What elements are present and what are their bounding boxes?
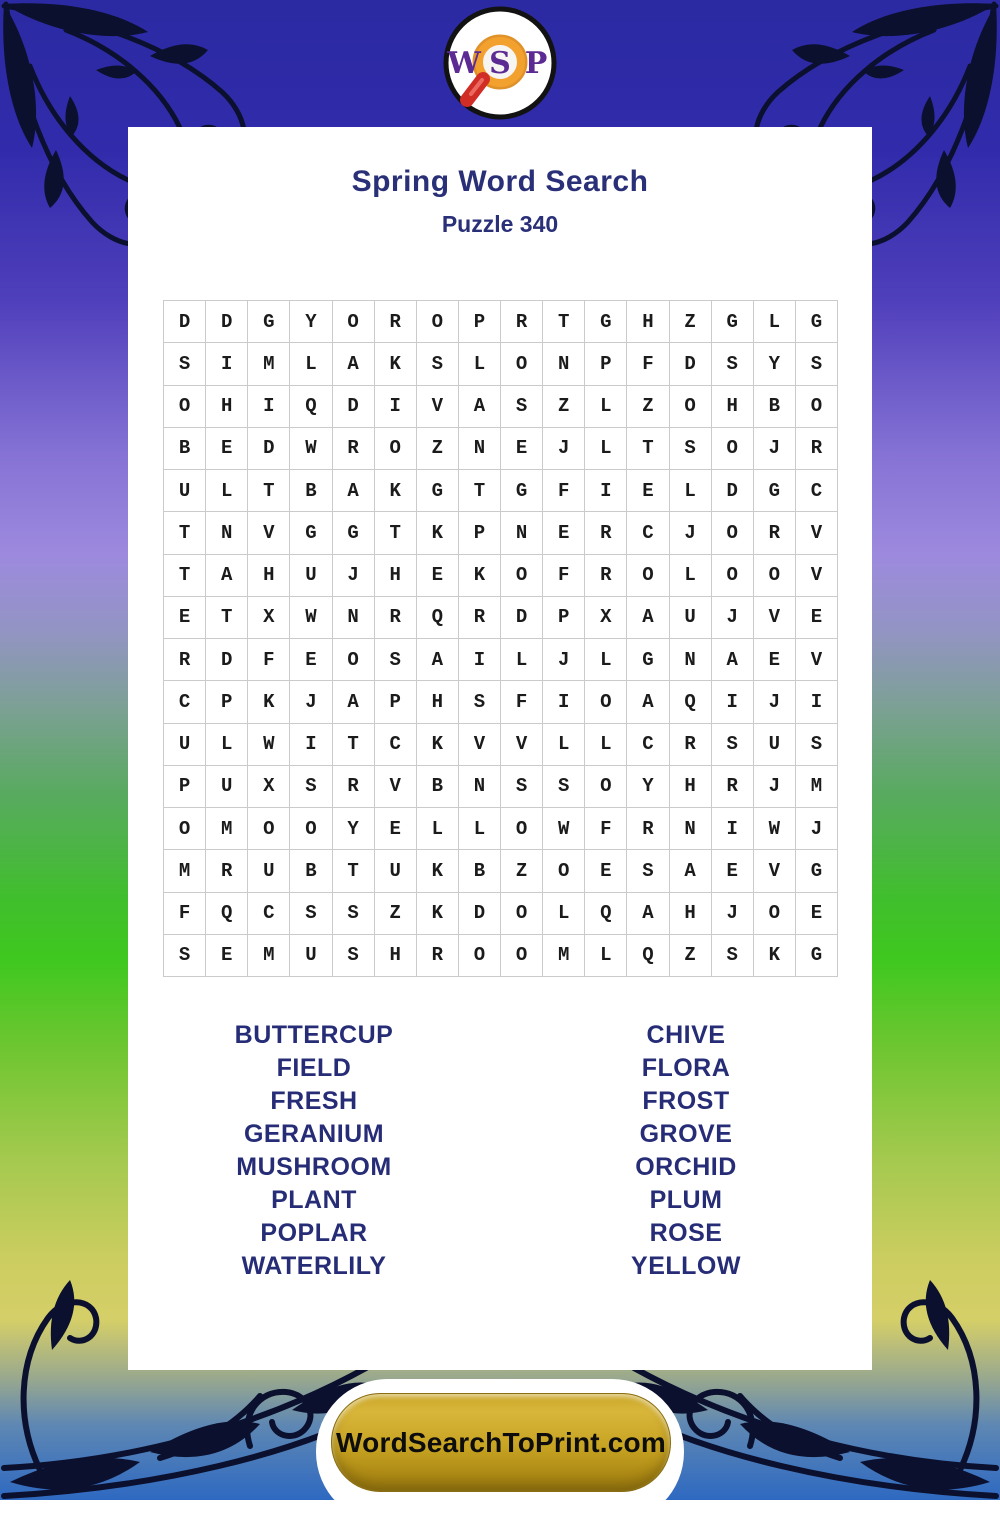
grid-cell: H (670, 893, 712, 935)
grid-cell: C (375, 724, 417, 766)
grid-cell: S (712, 343, 754, 385)
grid-cell: R (375, 301, 417, 343)
grid-cell: J (333, 555, 375, 597)
grid-cell: A (206, 555, 248, 597)
grid-cell: S (712, 935, 754, 977)
grid-cell: E (796, 893, 838, 935)
grid-cell: O (754, 893, 796, 935)
grid-cell: F (627, 343, 669, 385)
grid-cell: L (585, 724, 627, 766)
grid-cell: Z (627, 386, 669, 428)
grid-cell: H (375, 935, 417, 977)
grid-cell: K (417, 724, 459, 766)
grid-cell: N (459, 428, 501, 470)
grid-cell: Z (670, 935, 712, 977)
grid-cell: Y (754, 343, 796, 385)
grid-cell: K (417, 893, 459, 935)
grid-cell: L (754, 301, 796, 343)
grid-cell: N (670, 639, 712, 681)
grid-cell: T (375, 512, 417, 554)
grid-cell: G (585, 301, 627, 343)
grid-cell: J (670, 512, 712, 554)
grid-cell: L (459, 343, 501, 385)
grid-cell: L (670, 555, 712, 597)
grid-cell: B (290, 470, 332, 512)
grid-cell: E (206, 935, 248, 977)
word-list-right (500, 1019, 872, 1283)
grid-cell: V (796, 555, 838, 597)
grid-cell: O (164, 386, 206, 428)
grid-cell: A (459, 386, 501, 428)
grid-cell: R (585, 512, 627, 554)
grid-cell: B (164, 428, 206, 470)
grid-cell: V (417, 386, 459, 428)
grid-cell: D (248, 428, 290, 470)
grid-cell: L (290, 343, 332, 385)
grid-cell: K (417, 512, 459, 554)
grid-cell: P (206, 681, 248, 723)
grid-cell: R (670, 724, 712, 766)
grid-cell: E (417, 555, 459, 597)
grid-cell: L (585, 428, 627, 470)
grid-cell: I (459, 639, 501, 681)
grid-cell: L (459, 808, 501, 850)
grid-cell: A (333, 470, 375, 512)
grid-cell: E (501, 428, 543, 470)
grid-cell: F (543, 470, 585, 512)
grid-cell: H (375, 555, 417, 597)
grid-cell: R (712, 766, 754, 808)
grid-cell: V (459, 724, 501, 766)
puzzle-card (128, 127, 872, 1370)
grid-cell: F (543, 555, 585, 597)
grid-cell: I (712, 681, 754, 723)
word-item: BUTTERCUP (234, 1021, 394, 1049)
grid-cell: H (712, 386, 754, 428)
grid-cell: F (164, 893, 206, 935)
grid-cell: R (375, 597, 417, 639)
grid-cell: O (585, 681, 627, 723)
grid-cell: Q (627, 935, 669, 977)
grid-cell: O (501, 343, 543, 385)
grid-cell: A (712, 639, 754, 681)
grid-cell: Y (333, 808, 375, 850)
grid-cell: L (670, 470, 712, 512)
word-item: CHIVE (646, 1021, 726, 1049)
grid-cell: O (501, 808, 543, 850)
grid-cell: G (248, 301, 290, 343)
grid-cell: B (459, 850, 501, 892)
grid-cell: E (375, 808, 417, 850)
grid-cell: J (796, 808, 838, 850)
grid-cell: G (290, 512, 332, 554)
grid-cell: E (164, 597, 206, 639)
grid-cell: W (290, 597, 332, 639)
grid-cell: R (206, 850, 248, 892)
grid-cell: K (375, 470, 417, 512)
grid-cell: S (670, 428, 712, 470)
grid-cell: O (796, 386, 838, 428)
grid-cell: X (248, 597, 290, 639)
grid-cell: S (501, 386, 543, 428)
word-item: MUSHROOM (236, 1153, 392, 1181)
grid-cell: V (754, 597, 796, 639)
grid-cell: N (543, 343, 585, 385)
grid-cell: E (543, 512, 585, 554)
site-link-button[interactable] (331, 1393, 671, 1492)
grid-cell: E (796, 597, 838, 639)
grid-cell: S (290, 893, 332, 935)
grid-cell: T (333, 850, 375, 892)
grid-cell: K (248, 681, 290, 723)
grid-cell: J (754, 766, 796, 808)
grid-cell: V (375, 766, 417, 808)
grid-cell: T (248, 470, 290, 512)
grid-cell: E (206, 428, 248, 470)
grid-cell: T (627, 428, 669, 470)
grid-cell: X (585, 597, 627, 639)
grid-cell: D (206, 639, 248, 681)
grid-cell: N (670, 808, 712, 850)
grid-cell: U (248, 850, 290, 892)
grid-cell: D (712, 470, 754, 512)
grid-cell: G (501, 470, 543, 512)
grid-cell: R (627, 808, 669, 850)
grid-cell: H (670, 766, 712, 808)
word-item: ORCHID (635, 1153, 737, 1181)
grid-cell: A (417, 639, 459, 681)
grid-cell: Y (290, 301, 332, 343)
grid-cell: J (754, 681, 796, 723)
word-item: PLUM (649, 1186, 723, 1214)
grid-cell: Q (585, 893, 627, 935)
grid-cell: G (333, 512, 375, 554)
grid-cell: M (543, 935, 585, 977)
grid-cell: S (164, 343, 206, 385)
grid-cell: L (501, 639, 543, 681)
grid-cell: J (754, 428, 796, 470)
grid-cell: O (248, 808, 290, 850)
grid-cell: O (375, 428, 417, 470)
grid-cell: X (248, 766, 290, 808)
grid-cell: I (206, 343, 248, 385)
grid-cell: L (543, 724, 585, 766)
grid-cell: Z (543, 386, 585, 428)
grid-cell: J (543, 428, 585, 470)
grid-cell: U (164, 470, 206, 512)
grid-cell: L (543, 893, 585, 935)
grid-cell: C (796, 470, 838, 512)
grid-cell: R (164, 639, 206, 681)
grid-cell: S (712, 724, 754, 766)
grid-cell: R (754, 512, 796, 554)
grid-cell: M (796, 766, 838, 808)
grid-cell: S (164, 935, 206, 977)
grid-cell: C (627, 512, 669, 554)
grid-cell: A (333, 343, 375, 385)
grid-cell: D (206, 301, 248, 343)
grid-cell: U (206, 766, 248, 808)
grid-cell: U (375, 850, 417, 892)
grid-cell: B (417, 766, 459, 808)
grid-cell: Z (501, 850, 543, 892)
grid-cell: W (248, 724, 290, 766)
grid-cell: W (754, 808, 796, 850)
grid-cell: A (627, 893, 669, 935)
grid-cell: O (501, 935, 543, 977)
grid-cell: Y (627, 766, 669, 808)
grid-cell: P (164, 766, 206, 808)
grid-cell: F (501, 681, 543, 723)
grid-cell: O (290, 808, 332, 850)
grid-cell: I (375, 386, 417, 428)
grid-cell: S (290, 766, 332, 808)
grid-cell: K (417, 850, 459, 892)
grid-cell: E (754, 639, 796, 681)
grid-cell: O (712, 555, 754, 597)
page-title: Spring Word Search (351, 165, 649, 198)
grid-cell: C (248, 893, 290, 935)
grid-cell: L (417, 808, 459, 850)
grid-cell: M (164, 850, 206, 892)
grid-cell: O (585, 766, 627, 808)
grid-cell: K (459, 555, 501, 597)
grid-cell: G (712, 301, 754, 343)
logo-letter-w: W (447, 46, 481, 81)
grid-cell: Q (670, 681, 712, 723)
grid-cell: E (712, 850, 754, 892)
wsp-logo (442, 5, 558, 121)
grid-cell: I (796, 681, 838, 723)
grid-cell: N (501, 512, 543, 554)
grid-cell: L (585, 386, 627, 428)
grid-cell: D (501, 597, 543, 639)
grid-cell: S (501, 766, 543, 808)
grid-cell: S (543, 766, 585, 808)
grid-cell: S (459, 681, 501, 723)
grid-cell: S (627, 850, 669, 892)
grid-cell: A (627, 597, 669, 639)
grid-cell: C (164, 681, 206, 723)
grid-cell: F (248, 639, 290, 681)
word-item: PLANT (271, 1186, 357, 1214)
grid-cell: H (248, 555, 290, 597)
grid-cell: O (164, 808, 206, 850)
logo-letter-s: S (489, 46, 511, 81)
grid-cell: U (754, 724, 796, 766)
grid-cell: S (417, 343, 459, 385)
grid-cell: L (206, 724, 248, 766)
grid-cell: R (333, 428, 375, 470)
grid-cell: I (585, 470, 627, 512)
grid-cell: O (712, 512, 754, 554)
grid-cell: N (459, 766, 501, 808)
grid-cell: N (206, 512, 248, 554)
grid-cell: O (627, 555, 669, 597)
grid-cell: H (627, 301, 669, 343)
grid-cell: H (206, 386, 248, 428)
grid-cell: D (164, 301, 206, 343)
grid-cell: V (248, 512, 290, 554)
grid-cell: P (543, 597, 585, 639)
grid-cell: N (333, 597, 375, 639)
grid-cell: S (333, 893, 375, 935)
grid-cell: V (796, 512, 838, 554)
word-item: GROVE (639, 1120, 733, 1148)
grid-cell: T (459, 470, 501, 512)
grid-cell: T (164, 512, 206, 554)
grid-cell: O (333, 639, 375, 681)
grid-cell: S (333, 935, 375, 977)
grid-cell: M (206, 808, 248, 850)
grid-cell: Q (417, 597, 459, 639)
grid-cell: M (248, 935, 290, 977)
word-item: FLORA (641, 1054, 731, 1082)
grid-cell: I (543, 681, 585, 723)
grid-cell: R (796, 428, 838, 470)
grid-cell: M (248, 343, 290, 385)
grid-cell: D (459, 893, 501, 935)
grid-cell: I (290, 724, 332, 766)
grid-cell: G (417, 470, 459, 512)
grid-cell: G (796, 850, 838, 892)
word-item: FROST (642, 1087, 730, 1115)
site-link-label: WordSearchToPrint.com (336, 1426, 666, 1458)
grid-cell: U (290, 555, 332, 597)
grid-cell: K (754, 935, 796, 977)
grid-cell: B (754, 386, 796, 428)
grid-cell: Q (206, 893, 248, 935)
word-item: FRESH (270, 1087, 358, 1115)
grid-cell: T (206, 597, 248, 639)
grid-cell: Z (670, 301, 712, 343)
grid-cell: Q (290, 386, 332, 428)
grid-cell: J (712, 893, 754, 935)
grid-cell: W (543, 808, 585, 850)
grid-cell: O (333, 301, 375, 343)
word-list-left (128, 1019, 500, 1283)
grid-cell: Z (375, 893, 417, 935)
grid-cell: O (417, 301, 459, 343)
word-item: YELLOW (631, 1252, 741, 1280)
grid-cell: A (333, 681, 375, 723)
grid-cell: O (501, 893, 543, 935)
grid-cell: O (501, 555, 543, 597)
grid-cell: I (712, 808, 754, 850)
grid-cell: R (585, 555, 627, 597)
word-grid (163, 300, 838, 977)
grid-cell: T (543, 301, 585, 343)
grid-cell: P (375, 681, 417, 723)
grid-cell: R (417, 935, 459, 977)
grid-cell: T (333, 724, 375, 766)
word-item: WATERLILY (241, 1252, 387, 1280)
grid-cell: A (670, 850, 712, 892)
grid-cell: O (543, 850, 585, 892)
grid-cell: J (543, 639, 585, 681)
grid-cell: R (501, 301, 543, 343)
puzzle-number: Puzzle 340 (441, 211, 559, 237)
grid-cell: G (796, 935, 838, 977)
grid-cell: U (164, 724, 206, 766)
grid-cell: K (375, 343, 417, 385)
grid-cell: V (796, 639, 838, 681)
grid-cell: G (796, 301, 838, 343)
grid-cell: O (712, 428, 754, 470)
grid-cell: C (627, 724, 669, 766)
grid-cell: S (375, 639, 417, 681)
grid-cell: R (333, 766, 375, 808)
word-item: POPLAR (260, 1219, 368, 1247)
grid-cell: E (290, 639, 332, 681)
grid-cell: W (290, 428, 332, 470)
grid-cell: J (290, 681, 332, 723)
grid-cell: G (754, 470, 796, 512)
word-item: ROSE (649, 1219, 723, 1247)
grid-cell: B (290, 850, 332, 892)
grid-cell: O (754, 555, 796, 597)
word-item: FIELD (276, 1054, 352, 1082)
word-item: GERANIUM (243, 1120, 385, 1148)
grid-cell: F (585, 808, 627, 850)
grid-cell: S (796, 343, 838, 385)
grid-cell: P (585, 343, 627, 385)
grid-cell: D (670, 343, 712, 385)
grid-cell: O (459, 935, 501, 977)
grid-cell: G (627, 639, 669, 681)
grid-cell: Z (417, 428, 459, 470)
grid-cell: V (754, 850, 796, 892)
grid-cell: D (333, 386, 375, 428)
grid-cell: A (627, 681, 669, 723)
logo-letter-p: P (524, 46, 548, 81)
word-list (128, 1019, 872, 1283)
grid-cell: V (501, 724, 543, 766)
grid-cell: L (206, 470, 248, 512)
grid-cell: O (670, 386, 712, 428)
grid-cell: L (585, 639, 627, 681)
grid-cell: P (459, 301, 501, 343)
grid-cell: J (712, 597, 754, 639)
grid-cell: S (796, 724, 838, 766)
grid-cell: U (290, 935, 332, 977)
grid-cell: P (459, 512, 501, 554)
grid-cell: E (585, 850, 627, 892)
grid-cell: I (248, 386, 290, 428)
grid-cell: R (459, 597, 501, 639)
grid-cell: T (164, 555, 206, 597)
grid-cell: H (417, 681, 459, 723)
grid-cell: L (585, 935, 627, 977)
grid-cell: U (670, 597, 712, 639)
grid-cell: E (627, 470, 669, 512)
